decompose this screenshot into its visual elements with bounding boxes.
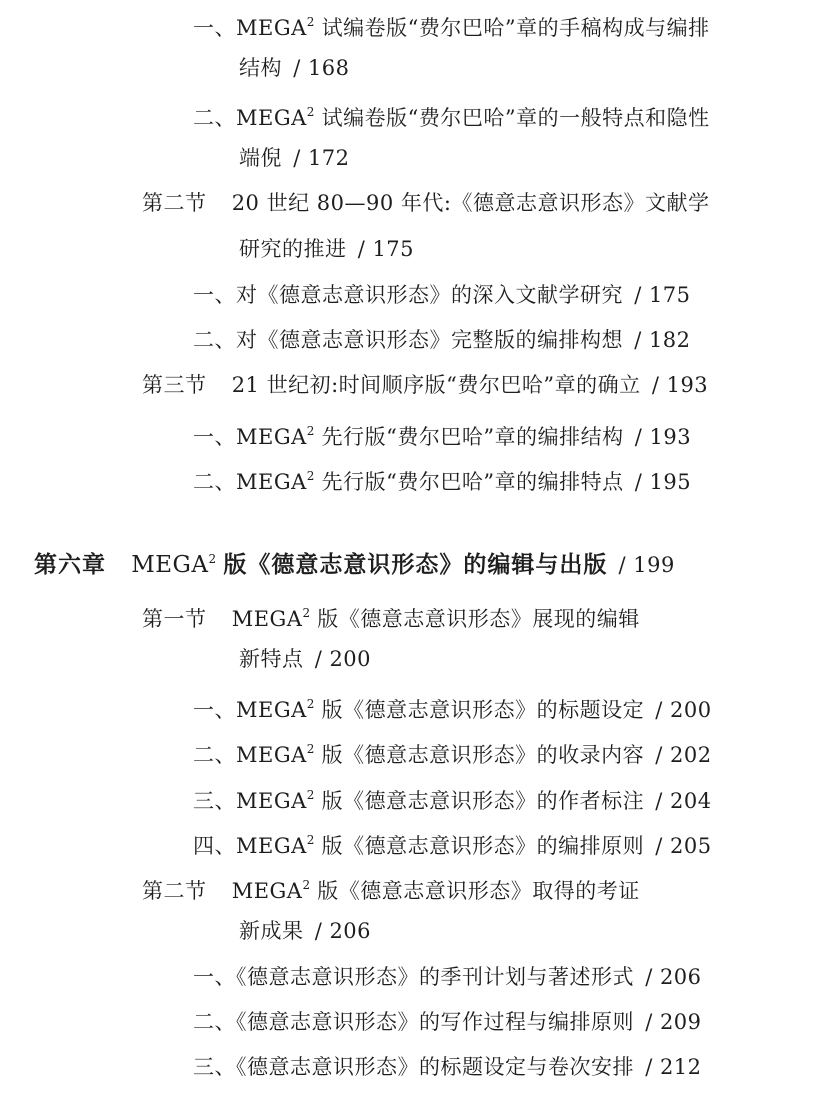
superscript: 2	[306, 424, 315, 438]
section-label: 第一节	[142, 607, 207, 631]
section-title: 20 世纪 80—90 年代:《德意志意识形态》文献学	[231, 191, 710, 215]
page-number: / 199	[618, 553, 675, 577]
chapter-head: MEGA	[131, 552, 209, 578]
superscript: 2	[306, 742, 315, 756]
page-number: / 172	[293, 146, 350, 170]
entry-title: 版《德意志意识形态》的收录内容	[321, 743, 645, 767]
entry-head: 三、MEGA	[193, 789, 307, 813]
page-number: / 175	[634, 283, 691, 307]
toc-entry-continuation	[239, 916, 371, 946]
toc-entry	[193, 280, 691, 310]
toc-entry	[193, 825, 712, 861]
page-number: / 205	[655, 834, 712, 858]
entry-title: 二、《德意志意识形态》的写作过程与编排原则	[193, 1010, 634, 1034]
toc-entry	[193, 962, 702, 992]
page-number: / 168	[293, 56, 350, 80]
section-title: 21 世纪初:时间顺序版“费尔巴哈”章的确立	[231, 373, 641, 397]
entry-title: 版《德意志意识形态》的标题设定	[321, 698, 645, 722]
chapter-title: 版《德意志意识形态》的编辑与出版	[223, 551, 608, 578]
toc-section	[142, 870, 640, 906]
entry-head: 一、MEGA	[193, 16, 307, 40]
toc-section	[142, 598, 640, 634]
page-number: / 206	[314, 919, 372, 943]
page-number: / 182	[634, 328, 691, 352]
entry-title: 先行版“费尔巴哈”章的编排特点	[321, 470, 624, 494]
page-number: / 195	[634, 470, 692, 494]
section-title: 版《德意志意识形态》取得的考证	[317, 879, 640, 903]
toc-entry	[193, 325, 691, 355]
section-title: 版《德意志意识形态》展现的编辑	[317, 607, 640, 631]
page-number: / 193	[651, 373, 709, 397]
entry-head: 一、MEGA	[193, 698, 307, 722]
entry-head: 二、MEGA	[193, 743, 307, 767]
page-number: / 193	[634, 425, 692, 449]
page-number: / 206	[645, 965, 702, 989]
toc-entry	[193, 734, 712, 770]
toc-chapter	[34, 544, 675, 580]
entry-title: 端倪	[239, 146, 282, 170]
section-head: MEGA	[231, 607, 303, 631]
toc-entry	[193, 97, 710, 133]
page-number: / 200	[314, 647, 372, 671]
section-label: 第二节	[142, 191, 207, 215]
entry-title: 二、对《德意志意识形态》完整版的编排构想	[193, 328, 623, 352]
superscript: 2	[302, 606, 311, 620]
superscript: 2	[306, 697, 315, 711]
section-title: 研究的推进	[239, 237, 347, 261]
page-number: / 204	[655, 789, 712, 813]
section-title: 新特点	[239, 647, 304, 671]
page-number: / 200	[655, 698, 712, 722]
section-label: 第二节	[142, 879, 207, 903]
entry-title: 结构	[239, 56, 282, 80]
entry-title: 试编卷版“费尔巴哈”章的一般特点和隐性	[321, 106, 710, 130]
entry-head: 一、MEGA	[193, 425, 307, 449]
toc-entry	[193, 1052, 702, 1082]
page-number: / 202	[655, 743, 712, 767]
entry-title: 一、对《德意志意识形态》的深入文献学研究	[193, 283, 623, 307]
superscript: 2	[302, 878, 311, 892]
chapter-label: 第六章	[34, 551, 106, 578]
entry-head: 二、MEGA	[193, 470, 307, 494]
entry-title: 试编卷版“费尔巴哈”章的手稿构成与编排	[321, 16, 710, 40]
toc-section	[142, 188, 709, 218]
superscript: 2	[306, 469, 315, 483]
superscript: 2	[306, 105, 315, 119]
toc-entry-continuation	[239, 644, 371, 674]
superscript: 2	[306, 833, 315, 847]
section-label: 第三节	[142, 373, 207, 397]
entry-title: 版《德意志意识形态》的作者标注	[321, 789, 645, 813]
toc-entry	[193, 1007, 702, 1037]
toc-entry	[193, 461, 691, 497]
superscript: 2	[306, 15, 315, 29]
toc-entry-continuation	[239, 234, 414, 264]
toc-entry	[193, 416, 691, 452]
superscript: 2	[306, 788, 315, 802]
toc-entry-continuation	[239, 143, 350, 173]
entry-head: 四、MEGA	[193, 834, 307, 858]
page-number: / 212	[645, 1055, 702, 1079]
entry-title: 先行版“费尔巴哈”章的编排结构	[321, 425, 624, 449]
toc-entry-continuation	[239, 53, 350, 83]
toc-entry	[193, 7, 710, 43]
entry-title: 版《德意志意识形态》的编排原则	[321, 834, 645, 858]
entry-title: 三、《德意志意识形态》的标题设定与卷次安排	[193, 1055, 634, 1079]
page-number: / 175	[357, 237, 415, 261]
entry-head: 二、MEGA	[193, 106, 307, 130]
toc-entry	[193, 689, 712, 725]
page-number: / 209	[645, 1010, 702, 1034]
superscript: 2	[208, 552, 217, 566]
toc-section	[142, 370, 708, 400]
section-title: 新成果	[239, 919, 304, 943]
toc-entry	[193, 780, 712, 816]
section-head: MEGA	[231, 879, 303, 903]
entry-title: 一、《德意志意识形态》的季刊计划与著述形式	[193, 965, 634, 989]
